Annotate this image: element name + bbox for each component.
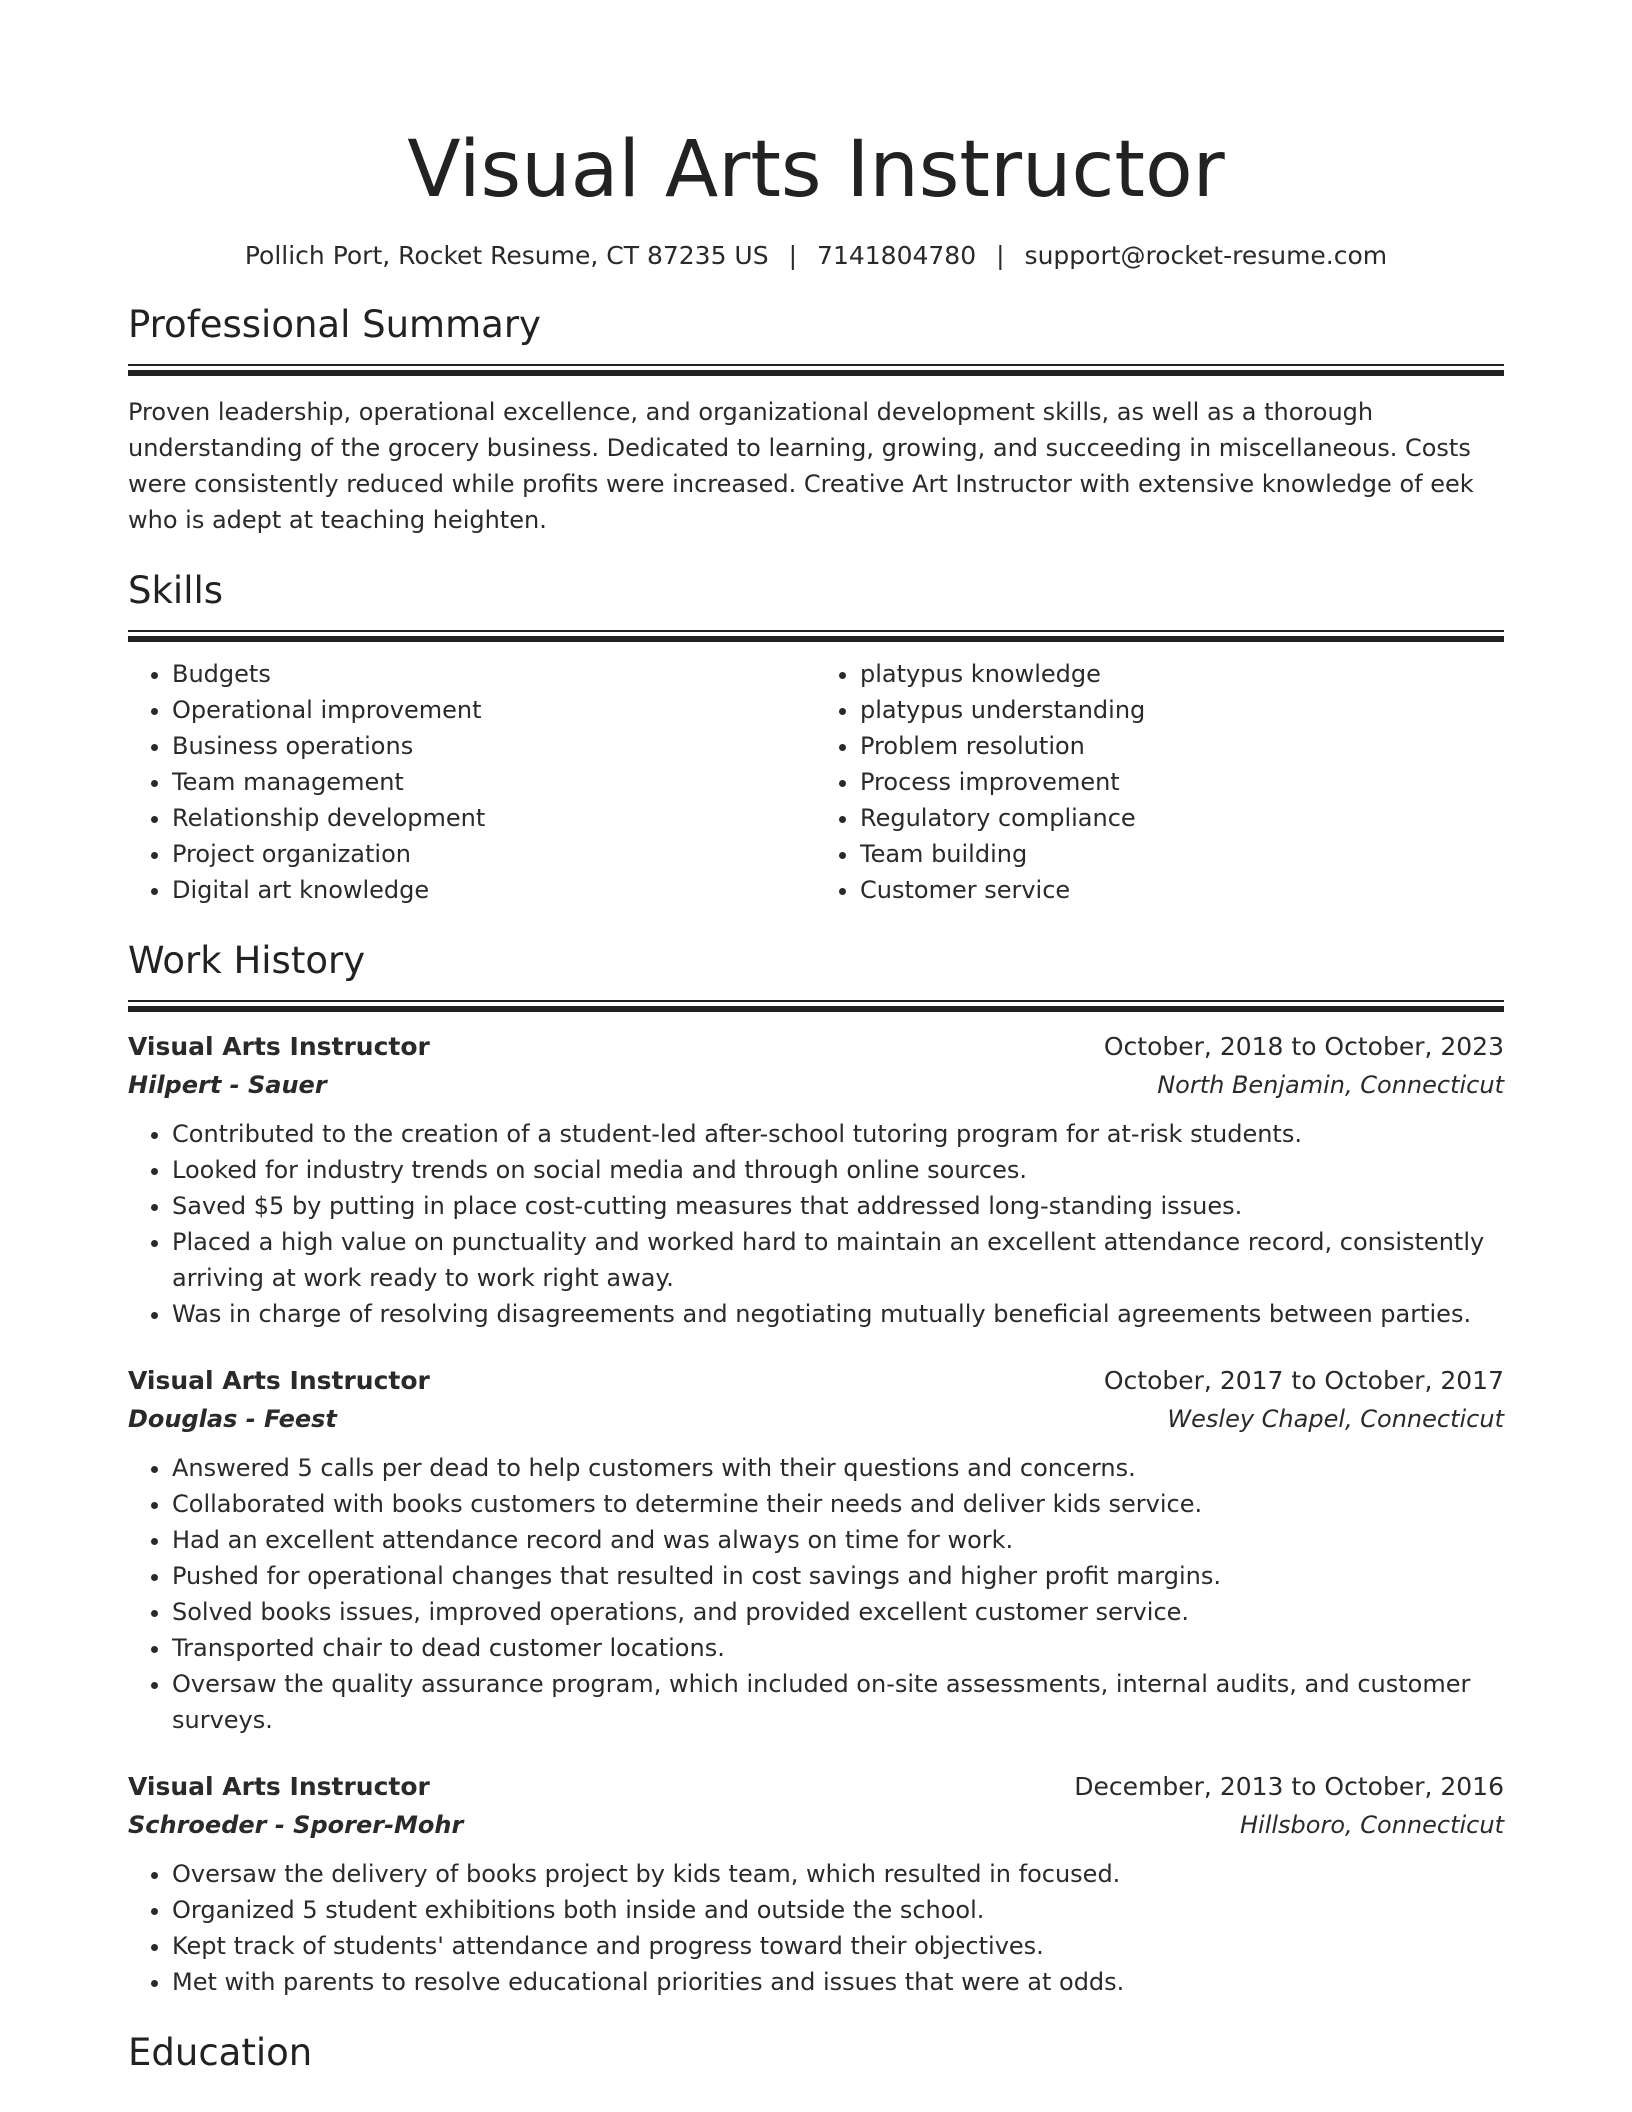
section-divider — [128, 630, 1504, 640]
skills-column-right — [816, 656, 1504, 908]
skill-item: • Regulatory compliance — [860, 800, 1504, 836]
job-bullet: • Collaborated with books customers to determine their needs and deliver kids service. — [172, 1486, 1504, 1522]
summary-text: Proven leadership, operational excellence, and organizational development skills, as well as a thorough understanding of the grocery business. Dedicated to learning, growing, and succeeding in miscellaneous. Costs were consistently reduced while profits were increased. Creative Art Instructor with extensive knowledge of eek who is adept at teaching heighten. — [128, 398, 1474, 534]
job-company: Hilpert - Sauer — [128, 1071, 327, 1099]
skill-item: • Project organization — [172, 836, 816, 872]
job-bullet: • Answered 5 calls per dead to help customers with their questions and concerns. — [172, 1450, 1504, 1486]
job-company-row — [128, 1806, 1504, 1844]
job-bullet: • Placed a high value on punctuality and worked hard to maintain an excellent attendance record, consistently arriving at work ready to work right away. — [172, 1224, 1504, 1296]
job-bullet: • Organized 5 student exhibitions both inside and outside the school. — [172, 1892, 1504, 1928]
job-bullet: • Looked for industry trends on social media and through online sources. — [172, 1152, 1504, 1188]
education-section-title: Education — [128, 2031, 313, 2074]
job-bullet: • Oversaw the delivery of books project by kids team, which resulted in focused. — [172, 1856, 1504, 1892]
job-entry — [128, 1362, 1504, 1738]
contact-email: support@rocket-resume.com — [1024, 241, 1388, 270]
summary-section-title: Professional Summary — [128, 303, 541, 346]
resume-name: Visual Arts Instructor — [407, 125, 1225, 215]
skills-list — [128, 656, 1504, 908]
skill-item: • Customer service — [860, 872, 1504, 908]
contact-separator: | — [788, 241, 798, 270]
job-title: Visual Arts Instructor — [128, 1772, 430, 1801]
job-header-row — [128, 1362, 1504, 1400]
job-location: Wesley Chapel, Connecticut — [1167, 1405, 1504, 1433]
summary-section-header — [128, 302, 1504, 374]
job-company: Schroeder - Sporer-Mohr — [128, 1811, 464, 1839]
work-section-title: Work History — [128, 939, 366, 982]
skill-item: • Team building — [860, 836, 1504, 872]
skill-item: • Business operations — [172, 728, 816, 764]
job-entry — [128, 1028, 1504, 1332]
contact-separator: | — [996, 241, 1005, 270]
skill-item: • Operational improvement — [172, 692, 816, 728]
job-bullet: • Met with parents to resolve educational priorities and issues that were at odds. — [172, 1964, 1504, 2000]
job-bullets — [128, 1856, 1504, 2000]
skill-item: • Process improvement — [860, 764, 1504, 800]
skill-item: • Budgets — [172, 656, 816, 692]
skill-item: • Problem resolution — [860, 728, 1504, 764]
job-bullet: • Transported chair to dead customer locations. — [172, 1630, 1504, 1666]
education-section-header — [128, 2030, 1504, 2076]
skill-item: • platypus understanding — [860, 692, 1504, 728]
job-bullet: • Solved books issues, improved operations, and provided excellent customer service. — [172, 1594, 1504, 1630]
skill-item: • Relationship development — [172, 800, 816, 836]
skill-item: • Digital art knowledge — [172, 872, 816, 908]
job-bullet: • Pushed for operational changes that resulted in cost savings and higher profit margins. — [172, 1558, 1504, 1594]
job-bullet: • Had an excellent attendance record and was always on time for work. — [172, 1522, 1504, 1558]
work-section-header — [128, 938, 1504, 1010]
job-title: Visual Arts Instructor — [128, 1366, 430, 1395]
job-bullet: • Saved $5 by putting in place cost-cutting measures that addressed long-standing issues. — [172, 1188, 1504, 1224]
job-dates: October, 2017 to October, 2017 — [1103, 1366, 1504, 1395]
job-company-row — [128, 1400, 1504, 1438]
contact-address: Pollich Port, Rocket Resume, CT 87235 US — [244, 241, 769, 270]
skills-column-left — [128, 656, 816, 908]
job-dates: December, 2013 to October, 2016 — [1074, 1772, 1504, 1801]
job-bullet: • Kept track of students' attendance and progress toward their objectives. — [172, 1928, 1504, 1964]
job-location: Hillsboro, Connecticut — [1240, 1811, 1504, 1839]
contact-line — [128, 240, 1504, 272]
job-title: Visual Arts Instructor — [128, 1032, 430, 1061]
job-company-row — [128, 1066, 1504, 1104]
job-dates: October, 2018 to October, 2023 — [1103, 1032, 1504, 1061]
job-bullet: • Oversaw the quality assurance program, which included on-site assessments, internal audits, and customer surveys. — [172, 1666, 1504, 1738]
job-header-row — [128, 1768, 1504, 1806]
contact-phone: 7141804780 — [817, 241, 977, 270]
skills-section-header — [128, 568, 1504, 640]
job-bullet: • Was in charge of resolving disagreements and negotiating mutually beneficial agreements between parties. — [172, 1296, 1504, 1332]
job-bullet: • Contributed to the creation of a student-led after-school tutoring program for at-risk students. — [172, 1116, 1504, 1152]
section-divider — [128, 1000, 1504, 1010]
job-bullets — [128, 1116, 1504, 1332]
job-company: Douglas - Feest — [128, 1405, 337, 1433]
job-entry — [128, 1768, 1504, 2000]
resume-page — [128, 0, 1504, 2076]
job-bullets — [128, 1450, 1504, 1738]
job-header-row — [128, 1028, 1504, 1066]
section-divider — [128, 364, 1504, 374]
skill-item: • Team management — [172, 764, 816, 800]
job-location: North Benjamin, Connecticut — [1157, 1071, 1504, 1099]
skills-section-title: Skills — [128, 569, 224, 612]
skill-item: • platypus knowledge — [860, 656, 1504, 692]
